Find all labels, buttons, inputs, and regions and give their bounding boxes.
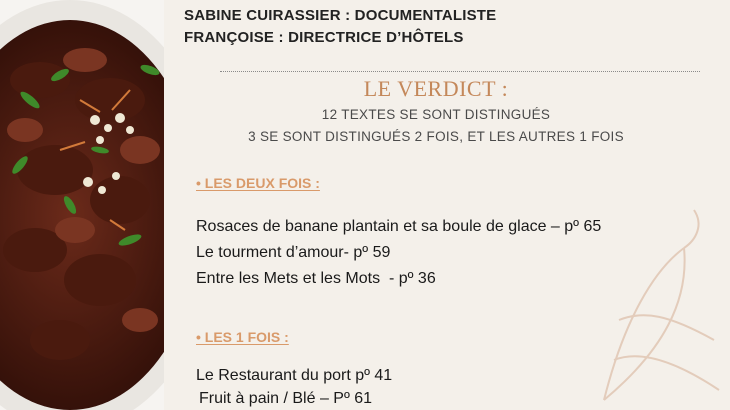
list-item: Le Restaurant du port pº 41 — [196, 367, 393, 384]
section-title-twice: • LES DEUX FOIS : — [196, 175, 320, 191]
jury-list — [184, 5, 496, 49]
jury-member: FRANÇOISE : DIRECTRICE D’HÔTELS — [184, 29, 464, 46]
list-item: Entre les Mets et les Mots - pº 36 — [196, 270, 436, 287]
verdict-summary: 12 TEXTES SE SONT DISTINGUÉS — [321, 107, 551, 122]
list-item: Le tourment d’amour- pº 59 — [196, 244, 391, 261]
verdict-title: LE VERDICT : — [363, 76, 509, 101]
list-item: Rosaces de banane plantain et sa boule de glace – pº 65 — [196, 218, 602, 235]
list-item: Fruit à pain / Blé – Pº 61 — [199, 390, 373, 407]
section-title-once: • LES 1 FOIS : — [196, 329, 289, 345]
chili-illustration — [584, 200, 724, 410]
divider — [220, 71, 700, 72]
content-panel — [164, 0, 730, 410]
food-photo — [0, 0, 164, 410]
verdict-detail: 3 SE SONT DISTINGUÉS 2 FOIS, ET LES AUTRES 1 FOIS — [248, 129, 624, 144]
jury-member: SABINE CUIRASSIER : DOCUMENTALISTE — [184, 7, 497, 24]
